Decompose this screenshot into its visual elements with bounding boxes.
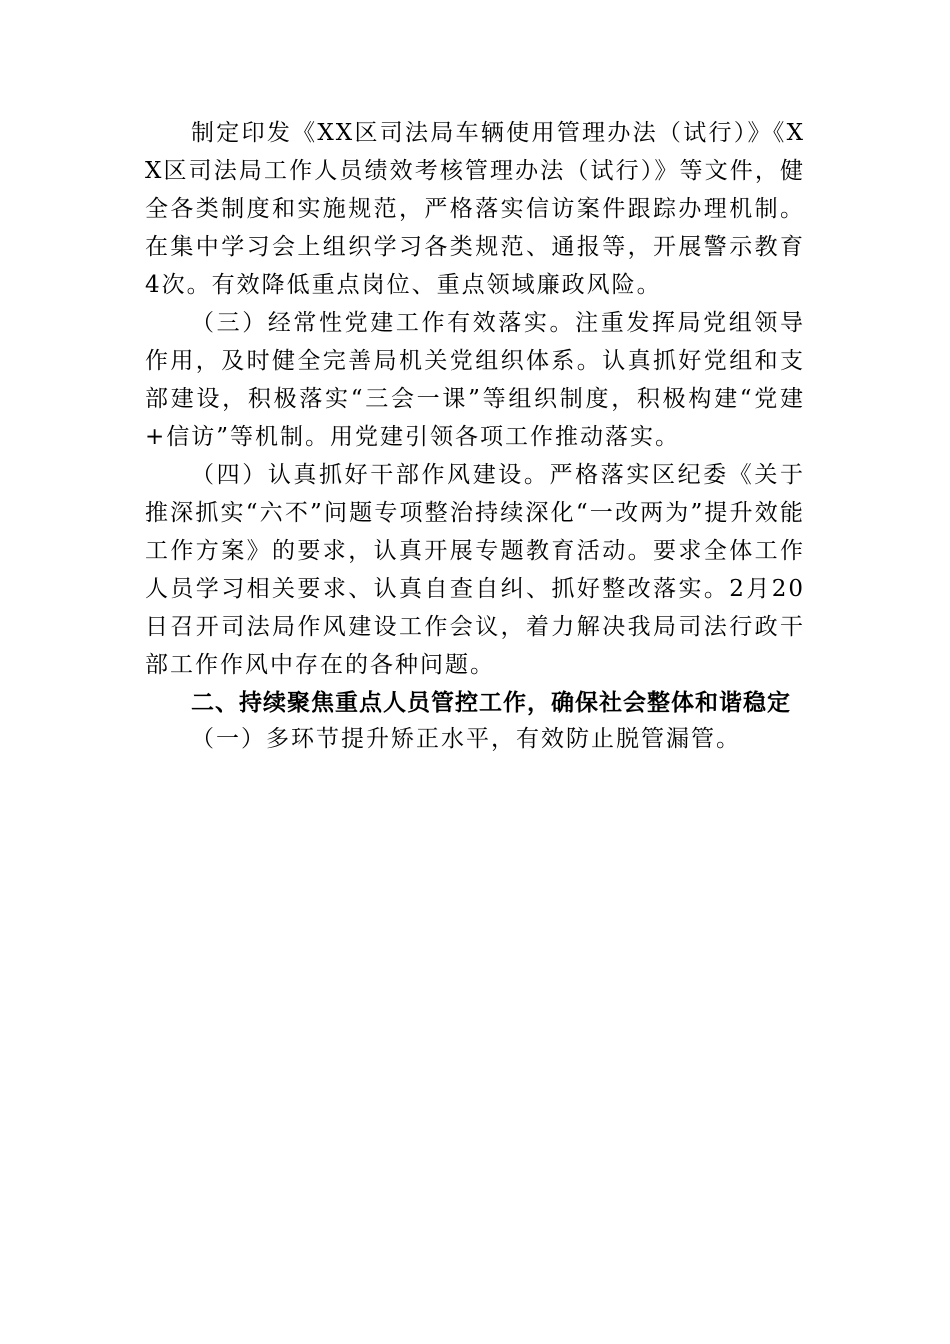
paragraph-party-building-body: 注重发挥局党组领导作用，及时健全完善局机关党组织体系。认真抓好党组和支部建设，积极落实“三会一课”等组织制度，积极构建“党建+信访”等机制。用党建引领各项工作推动落实。 [145,310,806,450]
section-heading-work-style: （四）认真抓好干部作风建设。 [191,462,550,488]
paragraph-discipline-rules: 制定印发《XX区司法局车辆使用管理办法（试行）》《XX区司法局工作人员绩效考核管理办法（试行）》等文件，健全各类制度和实施规范，严格落实信访案件跟踪办理机制。在集中学习会上组织学习各类规范、通报等，开展警示教育4次。有效降低重点岗位、重点领域廉政风险。 [145,120,805,298]
document-body [145,114,805,758]
paragraph-work-style [145,456,805,684]
paragraph-party-building [145,304,805,456]
section-heading-key-personnel: 二、持续聚焦重点人员管控工作，确保社会整体和谐稳定 [191,690,791,716]
paragraph-work-style-body: 严格落实区纪委《关于推深抓实“六不”问题专项整治持续深化“一改两为”提升效能工作方案》的要求，认真开展专题教育活动。要求全体工作人员学习相关要求、认真自查自纠、抓好整改落实。2月20日召开司法局作风建设工作会议，着力解决我局司法行政干部工作作风中存在的各种问题。 [145,462,806,678]
paragraph-correction-level: （一）多环节提升矫正水平，有效防止脱管漏管。 [191,726,741,752]
section-heading-party-building: （三）经常性党建工作有效落实。 [191,310,576,336]
